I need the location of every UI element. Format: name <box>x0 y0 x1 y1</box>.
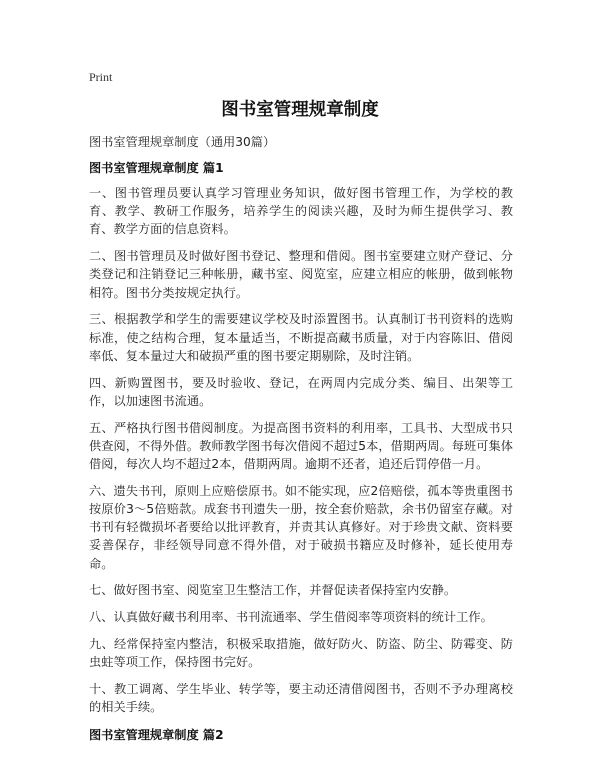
section-heading-2: 图书室管理规章制度 篇2 <box>89 728 224 743</box>
page-title: 图书室管理规章制度 <box>221 100 379 120</box>
paragraph-1: 一、图书管理员要认真学习管理业务知识，做好图书管理工作，为学校的教育、教学、教研工作服务，培养学生的阅读兴趣，及时为师生提供学习、教育、教学方面的信息资料。 <box>89 186 513 237</box>
document-subtitle: 图书室管理规章制度（通用30篇） <box>89 135 276 149</box>
print-link[interactable]: Print <box>89 70 113 84</box>
paragraph-4: 四、新购置图书，要及时验收、登记，在两周内完成分类、编目、出架等工作，以加速图书流通。 <box>89 375 513 408</box>
document-body <box>89 133 513 751</box>
paragraph-6: 六、遗失书刊，原则上应赔偿原书。如不能实现，应2倍赔偿，孤本等贵重图书按原价3～5倍赔款。成套书刊遗失一册，按全套价赔款，余书仍留室存藏。对书刊有轻微损坏者要给以批评教育，并责其认真修好。对于珍贵文献、资料要妥善保存，非经领导同意不得外借，对于破损书籍应及时修补，延长使用寿命。 <box>89 483 513 571</box>
paragraph-5: 五、严格执行图书借阅制度。为提高图书资料的利用率，工具书、大型成书只供查阅，不得外借。教师教学图书每次借阅不超过5本，借期两周。每班可集体借阅，每次人均不超过2本，借期两周。逾期不还者，追还后罚停借一月。 <box>89 420 513 472</box>
section-heading-1: 图书室管理规章制度 篇1 <box>89 161 224 175</box>
paragraph-9: 九、经常保持室内整洁，积极采取措施，做好防火、防盗、防尘、防霉变、防虫蛀等项工作，保持图书完好。 <box>89 637 513 670</box>
paragraph-3: 三、根据教学和学生的需要建议学校及时添置图书。认真制订书刊资料的选购标准，使之结构合理，复本量适当，不断提高藏书质量，对于内容陈旧、借阅率低、复本量过大和破损严重的图书要定期剔除，及时注销。 <box>89 312 513 363</box>
paragraph-2: 二、图书管理员及时做好图书登记、整理和借阅。图书室要建立财产登记、分类登记和注销登记三种帐册，藏书室、阅览室，应建立相应的帐册，做到帐物相符。图书分类按规定执行。 <box>89 249 513 300</box>
paragraph-8: 八、认真做好藏书利用率、书刊流通率、学生借阅率等项资料的统计工作。 <box>89 610 493 625</box>
paragraph-10: 十、教工调离、学生毕业、转学等，要主动还清借阅图书，否则不予办理离校的相关手续。 <box>89 682 513 715</box>
paragraph-7: 七、做好图书室、阅览室卫生整洁工作，并督促读者保持室内安静。 <box>89 583 457 598</box>
